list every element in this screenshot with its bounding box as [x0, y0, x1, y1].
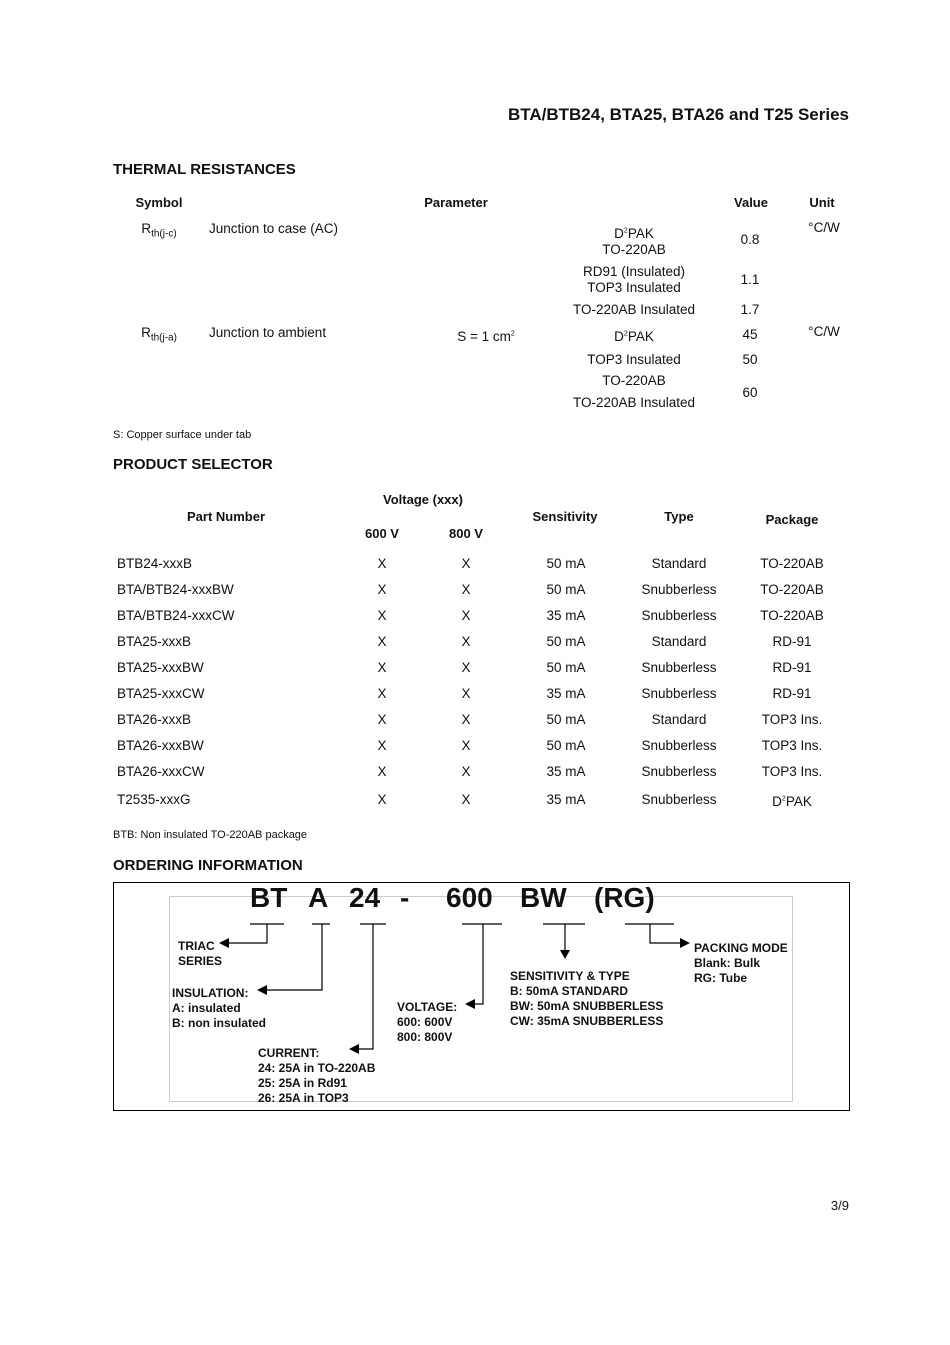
voltage-600-mark: X	[377, 764, 387, 779]
type-value: Snubberless	[641, 660, 717, 675]
code-bt: BT	[250, 882, 288, 913]
col-package: Package	[765, 512, 819, 527]
sensitivity-value: 35 mA	[546, 764, 586, 779]
package-value: TO-220AB	[760, 582, 824, 597]
pkg-to220ab-ja: TO-220AB	[602, 373, 666, 388]
type-value: Snubberless	[641, 764, 717, 779]
package-value: $D^2PAK$	[772, 794, 812, 809]
col-value: Value	[734, 195, 768, 210]
col-800v: 800 V	[449, 526, 483, 541]
label-current: CURRENT: 24: 25A in TO-220AB 25: 25A in Rd91 26: 25A in TOP3	[258, 1046, 376, 1105]
selector-heading: PRODUCT SELECTOR	[113, 456, 273, 473]
param-junction-ambient: Junction to ambient	[209, 325, 327, 340]
package-value: RD-91	[772, 634, 812, 649]
voltage-600-mark: X	[377, 634, 387, 649]
code-rg: (RG)	[594, 882, 655, 913]
package-value: TO-220AB	[760, 556, 824, 571]
voltage-800-mark: X	[461, 608, 471, 623]
voltage-800-mark: X	[461, 660, 471, 675]
type-value: Snubberless	[641, 608, 717, 623]
pkg-to220ab-jc: TO-220AB	[602, 242, 666, 257]
part-number: T2535-xxxG	[117, 792, 191, 807]
col-sensitivity: Sensitivity	[532, 509, 598, 524]
col-voltage: Voltage (xxx)	[383, 492, 463, 507]
part-number: BTA25-xxxB	[117, 634, 192, 649]
sensitivity-value: 50 mA	[546, 556, 586, 571]
condition-s-1cm2: S = 1 $cm^2$	[457, 329, 515, 344]
code-dash: -	[400, 882, 410, 913]
part-number: BTA26-xxxCW	[117, 764, 205, 779]
code-a: A	[308, 882, 329, 913]
value-45: 45	[742, 327, 758, 342]
part-number: BTA25-xxxCW	[117, 686, 205, 701]
code-24: 24	[349, 882, 381, 913]
value-11: 1.1	[740, 272, 760, 287]
thermal-heading: THERMAL RESISTANCES	[113, 161, 296, 178]
document-title: BTA/BTB24, BTA25, BTA26 and T25 Series	[507, 105, 849, 124]
sensitivity-value: 35 mA	[546, 792, 586, 807]
type-value: Snubberless	[641, 792, 717, 807]
pkg-rd91-insulated: RD91 (Insulated)	[582, 264, 686, 279]
value-60: 60	[742, 385, 758, 400]
type-value: Standard	[651, 712, 707, 727]
package-value: TOP3 Ins.	[761, 764, 823, 779]
param-junction-case: Junction to case (AC)	[209, 221, 339, 236]
unit-ja: °C/W	[808, 324, 840, 339]
voltage-800-mark: X	[461, 582, 471, 597]
thermal-footnote: S: Copper surface under tab	[113, 429, 252, 441]
ordering-heading: ORDERING INFORMATION	[113, 857, 303, 874]
voltage-800-mark: X	[461, 792, 471, 807]
pkg-top3-insulated-ja: TOP3 Insulated	[587, 352, 681, 367]
code-600: 600	[446, 882, 493, 913]
pkg-d2pak-jc: $D^2PAK$	[614, 226, 654, 241]
voltage-600-mark: X	[377, 792, 387, 807]
sensitivity-value: 50 mA	[546, 660, 586, 675]
voltage-600-mark: X	[377, 556, 387, 571]
col-symbol: Symbol	[135, 195, 183, 210]
page-number: 3/9	[830, 1198, 849, 1213]
col-parameter: Parameter	[424, 195, 488, 210]
voltage-600-mark: X	[377, 608, 387, 623]
part-number: BTA25-xxxBW	[117, 660, 204, 675]
voltage-600-mark: X	[377, 582, 387, 597]
package-value: TO-220AB	[760, 608, 824, 623]
sensitivity-value: 50 mA	[546, 634, 586, 649]
label-insulation: INSULATION: A: insulated B: non insulated	[172, 986, 266, 1030]
voltage-800-mark: X	[461, 764, 471, 779]
sensitivity-value: 50 mA	[546, 712, 586, 727]
label-packing-mode: PACKING MODE Blank: Bulk RG: Tube	[694, 941, 788, 985]
col-600v: 600 V	[365, 526, 399, 541]
type-value: Standard	[651, 634, 707, 649]
part-number: BTB24-xxxB	[117, 556, 193, 571]
voltage-800-mark: X	[461, 556, 471, 571]
package-value: RD-91	[772, 660, 812, 675]
voltage-800-mark: X	[461, 686, 471, 701]
type-value: Snubberless	[641, 686, 717, 701]
sensitivity-value: 50 mA	[546, 582, 586, 597]
label-voltage: VOLTAGE: 600: 600V 800: 800V	[397, 1000, 458, 1044]
pkg-d2pak-ja: $D^2PAK$	[614, 329, 654, 344]
type-value: Snubberless	[641, 738, 717, 753]
package-value: TOP3 Ins.	[761, 738, 823, 753]
type-value: Standard	[651, 556, 707, 571]
voltage-800-mark: X	[461, 738, 471, 753]
col-type: Type	[664, 509, 694, 524]
voltage-800-mark: X	[461, 712, 471, 727]
pkg-top3-insulated-jc: TOP3 Insulated	[587, 280, 681, 295]
sensitivity-value: 35 mA	[546, 686, 586, 701]
selector-footnote: BTB: Non insulated TO-220AB package	[113, 829, 308, 841]
symbol-rth-jc: $R_{th(j-c)}$	[141, 221, 177, 240]
package-value: TOP3 Ins.	[761, 712, 823, 727]
part-number: BTA26-xxxBW	[117, 738, 204, 753]
pkg-to220ab-insulated-ja: TO-220AB Insulated	[572, 395, 696, 410]
label-triac-series: TRIAC SERIES	[178, 939, 223, 968]
value-08: 0.8	[740, 232, 760, 247]
code-bw: BW	[520, 882, 567, 913]
part-number: BTA26-xxxB	[117, 712, 192, 727]
voltage-800-mark: X	[461, 634, 471, 649]
unit-jc: °C/W	[808, 220, 840, 235]
pkg-to220ab-insulated-jc: TO-220AB Insulated	[572, 302, 696, 317]
sensitivity-value: 50 mA	[546, 738, 586, 753]
part-number: BTA/BTB24-xxxCW	[117, 608, 235, 623]
symbol-rth-ja: $R_{th(j-a)}$	[141, 325, 177, 344]
col-part-number: Part Number	[186, 509, 266, 524]
part-number: BTA/BTB24-xxxBW	[117, 582, 234, 597]
value-17: 1.7	[740, 302, 760, 317]
package-value: RD-91	[772, 686, 812, 701]
voltage-600-mark: X	[377, 660, 387, 675]
voltage-600-mark: X	[377, 686, 387, 701]
type-value: Snubberless	[641, 582, 717, 597]
sensitivity-value: 35 mA	[546, 608, 586, 623]
col-unit: Unit	[809, 195, 835, 210]
voltage-600-mark: X	[377, 738, 387, 753]
label-sensitivity-type: SENSITIVITY & TYPE B: 50mA STANDARD BW: 50mA SNUBBERLESS CW: 35mA SNUBBERLESS	[510, 969, 664, 1028]
voltage-600-mark: X	[377, 712, 387, 727]
value-50: 50	[742, 352, 758, 367]
